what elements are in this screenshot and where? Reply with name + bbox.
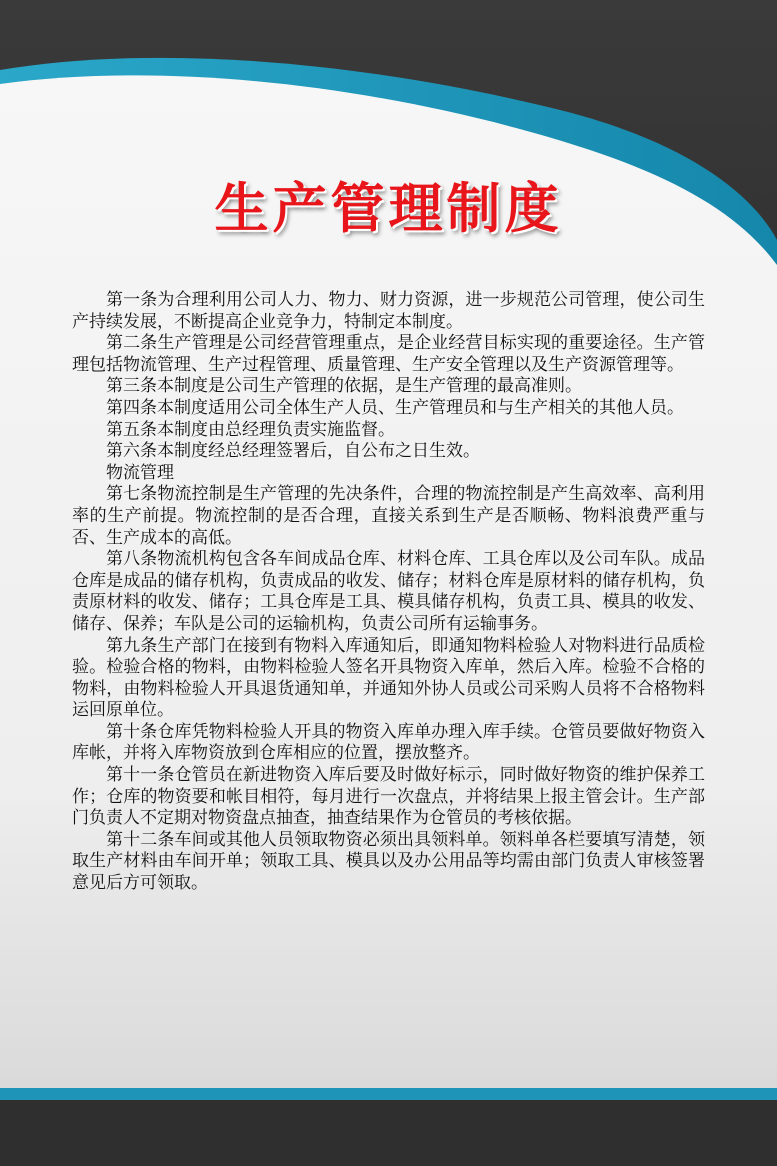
paragraph-9: 第九条生产部门在接到有物料入库通知后，即通知物料检验人对物料进行品质检验。检验合格的物料，由物料检验人签名开具物资入库单，然后入库。检验不合格的物料，由物料检验人开具退货通知单，并通知外协人员或公司采购人员将不合格物料运回原单位。 xyxy=(72,635,705,721)
paragraph-7: 第七条物流控制是生产管理的先决条件，合理的物流控制是产生高效率、高利用率的生产前提。物流控制的是否合理，直接关系到生产是否顺畅、物料浪费严重与否、生产成本的高低。 xyxy=(72,484,705,548)
section-heading-logistics: 物流管理 xyxy=(106,462,174,483)
paragraph-1: 第一条为合理利用公司人力、物力、财力资源，进一步规范公司管理，使公司生产持续发展，不断提高企业竞争力，特制定本制度。 xyxy=(72,290,705,332)
paragraph-11: 第十一条仓管员在新进物资入库后要及时做好标示，同时做好物资的维护保养工作；仓库的物资要和帐目相符，每月进行一次盘点，并将结果上报主管会计。生产部门负责人不定期对物资盘点抽查，抽查结果作为仓管员的考核依据。 xyxy=(72,765,705,829)
paragraph-3: 第三条本制度是公司生产管理的依据，是生产管理的最高准则。 xyxy=(106,376,582,397)
regulation-text xyxy=(72,290,705,895)
paragraph-2: 第二条生产管理是公司经营管理重点，是企业经营目标实现的重要途径。生产管理包括物流管理、生产过程管理、质量管理、生产安全管理以及生产资源管理等。 xyxy=(72,333,705,375)
paragraph-5: 第五条本制度由总经理负责实施监督。 xyxy=(106,419,395,440)
paragraph-12: 第十二条车间或其他人员领取物资必须出具领料单。领料单各栏要填写清楚，领取生产材料由车间开单；领取工具、模具以及办公用品等均需由部门负责人审核签署意见后方可领取。 xyxy=(72,829,705,894)
paragraph-6: 第六条本制度经总经理签署后，自公布之日生效。 xyxy=(106,441,480,462)
page-title: 生产管理制度 xyxy=(214,177,563,240)
paragraph-10: 第十条仓库凭物料检验人开具的物资入库单办理入库手续。仓管员要做好物资入库帐，并将入库物资放到仓库相应的位置，摆放整齐。 xyxy=(72,721,705,764)
paragraph-8: 第八条物流机构包含各车间成品仓库、材料仓库、工具仓库以及公司车队。成品仓库是成品的储存机构，负责成品的收发、储存；材料仓库是原材料的储存机构，负责原材料的收发、储存；工具仓库是工具、模具储存机构，负责工具、模具的收发、储存、保养；车队是公司的运输机构，负责公司所有运输事务。 xyxy=(72,549,705,634)
paragraph-4: 第四条本制度适用公司全体生产人员、生产管理员和与生产相关的其他人员。 xyxy=(106,397,684,418)
